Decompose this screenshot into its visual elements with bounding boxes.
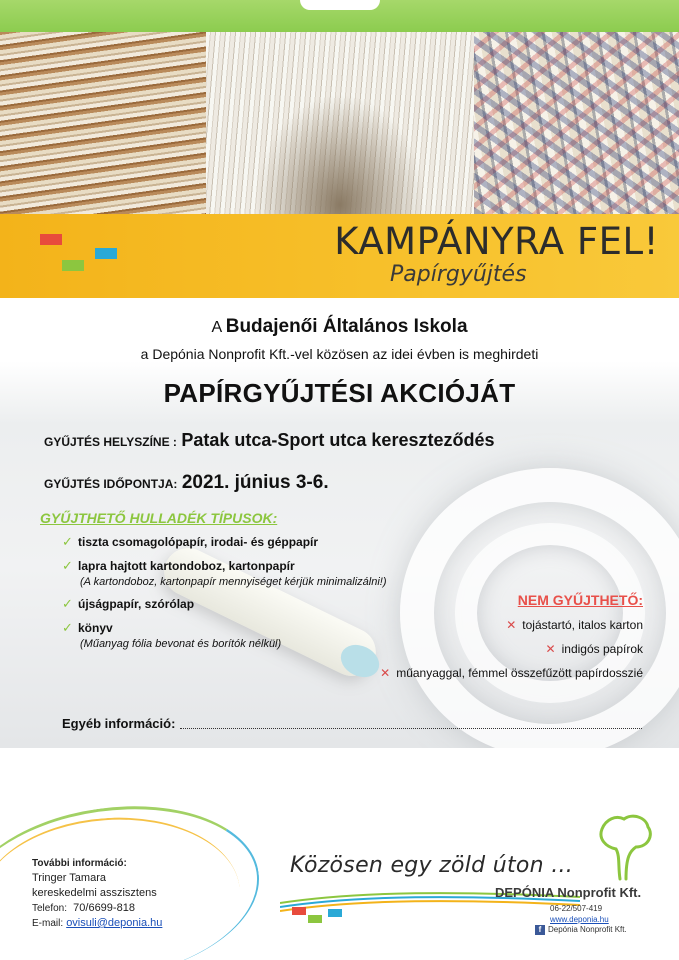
tree-icon: [580, 811, 660, 881]
company-name: DEPÓNIA Nonprofit Kft.: [495, 885, 642, 900]
email-link[interactable]: ovisuli@deponia.hu: [66, 917, 163, 929]
location-field: [44, 430, 495, 451]
intro-prefix: A: [211, 319, 222, 336]
main-content: [0, 298, 679, 748]
not-collectable-item: ✕ műanyaggal, fémmel összefűzött papírdosszié: [380, 666, 643, 680]
campaign-banner: [0, 214, 679, 298]
cross-icon: ✕: [545, 642, 556, 656]
open-book-photo: [206, 32, 474, 214]
contact-block: [32, 856, 162, 931]
collectable-item: ✓ újságpapír, szórólap: [62, 596, 195, 611]
other-info-label: Egyéb információ:: [62, 716, 176, 731]
facebook-label: Depónia Nonprofit Kft.: [548, 925, 627, 935]
collectable-title: GYŰJTHETŐ HULLADÉK TÍPUSOK:: [40, 510, 278, 526]
check-icon: ✓: [62, 596, 73, 611]
collectable-item: ✓ tiszta csomagolópapír, irodai- és géppapír: [62, 534, 319, 549]
location-label: GYŰJTÉS HELYSZÍNE :: [44, 435, 177, 449]
cross-icon: ✕: [380, 666, 391, 680]
check-icon: ✓: [62, 620, 73, 635]
contact-role: kereskedelmi asszisztens: [32, 887, 157, 899]
phone-label: Telefon:: [32, 903, 68, 914]
banner-title: KAMPÁNYRA FEL!: [334, 220, 659, 263]
footer: [0, 748, 679, 960]
logo-red-square: [292, 907, 306, 915]
contact-name: Tringer Tamara: [32, 872, 106, 884]
waste-paper-photo: [474, 32, 679, 214]
school-name: Budajenői Általános Iskola: [225, 316, 468, 337]
collectable-item: ✓ könyv: [62, 620, 113, 635]
logo-blue-square: [328, 909, 342, 917]
check-icon: ✓: [62, 558, 73, 573]
email-label: E-mail:: [32, 918, 64, 929]
collectable-note: (A kartondoboz, kartonpapír mennyiséget kérjük minimalizálni!): [80, 576, 387, 588]
facebook-icon: f: [535, 925, 545, 935]
header-photos: [0, 32, 679, 214]
phone-value: 70/6699-818: [73, 902, 135, 914]
date-value: 2021. június 3-6.: [181, 472, 329, 493]
logo-green-square: [308, 915, 322, 923]
contact-email-row: [32, 916, 162, 931]
headline: PAPÍRGYŰJTÉSI AKCIÓJÁT: [163, 378, 516, 408]
blue-square-decoration: [95, 248, 117, 259]
intro-line: [0, 316, 679, 338]
stacked-paper-photo: [0, 32, 206, 214]
intro-line-2: a Depónia Nonprofit Kft.-vel közösen az idei évben is meghirdeti: [140, 346, 539, 362]
banner-subtitle: Papírgyűjtés: [390, 262, 527, 287]
top-notch: [300, 0, 380, 10]
top-green-bar: [0, 0, 679, 32]
contact-phone-row: [32, 901, 162, 916]
company-phone: 06-22/507-419: [550, 904, 603, 913]
check-icon: ✓: [62, 534, 73, 549]
slogan: Közösen egy zöld úton ...: [290, 853, 574, 878]
date-field: [44, 472, 329, 494]
location-value: Patak utca-Sport utca kereszteződés: [181, 430, 495, 450]
facebook-link[interactable]: [535, 925, 627, 935]
contact-title: További információ:: [32, 858, 127, 869]
red-square-decoration: [40, 234, 62, 245]
not-collectable-item: ✕ indigós papírok: [545, 642, 643, 656]
deponia-logo: [280, 803, 660, 953]
company-website-link[interactable]: www.deponia.hu: [550, 915, 609, 924]
date-label: GYŰJTÉS IDŐPONTJA:: [44, 477, 178, 491]
not-collectable-title: NEM GYŰJTHETŐ:: [517, 592, 643, 608]
not-collectable-item: ✕ tojástartó, italos karton: [506, 618, 643, 632]
other-info-dotted-line: [180, 728, 642, 729]
green-square-decoration: [62, 260, 84, 271]
collectable-item: ✓ lapra hajtott kartondoboz, kartonpapír: [62, 558, 295, 573]
collectable-note: (Műanyag fólia bevonat és borítók nélkül): [80, 638, 282, 650]
cross-icon: ✕: [506, 618, 517, 632]
